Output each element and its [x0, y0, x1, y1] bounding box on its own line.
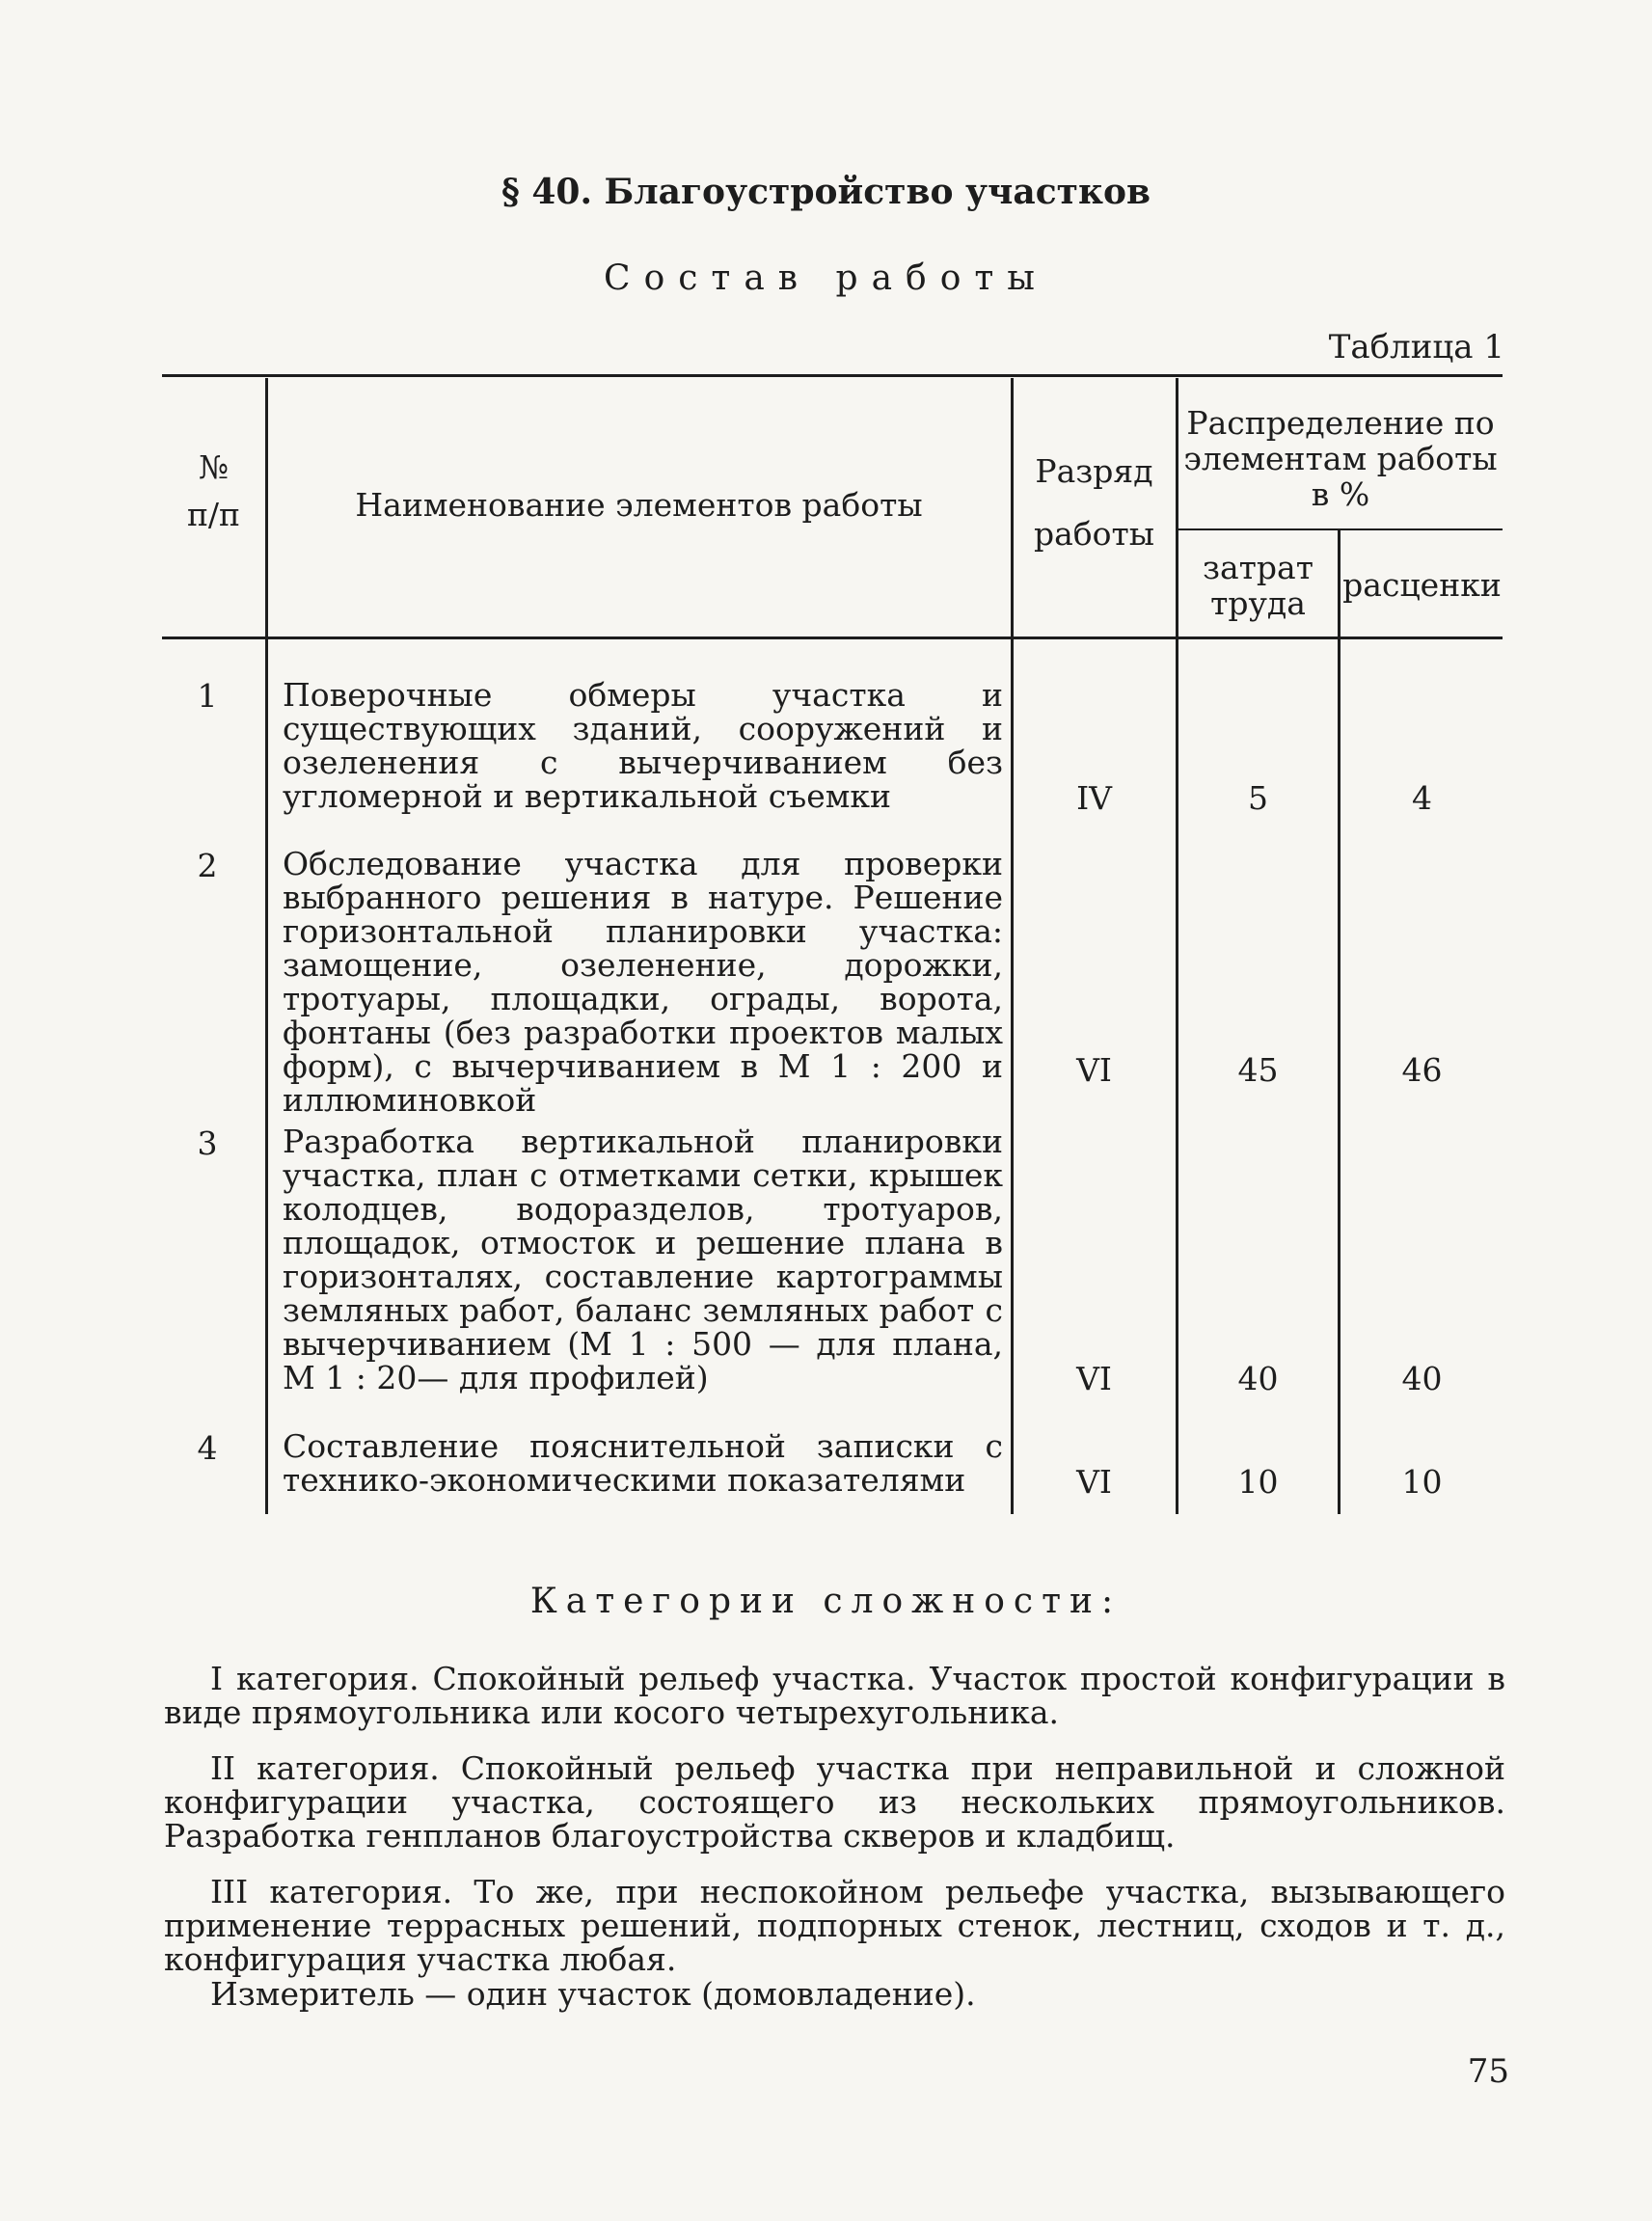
table-label: Таблица 1 — [1328, 328, 1504, 366]
row-4-labor: 10 — [1237, 1463, 1279, 1501]
row-2-grade: VI — [1076, 1051, 1112, 1089]
category-2: II категория. Спокойный рельеф участка при неправильной и сложной конфигурации участка, состоящего из нескольких прямоугольников. Разработка генпланов благоустройства скверов и кладбищ. — [164, 1749, 1505, 1855]
distribution-sub-rule — [1178, 528, 1503, 530]
column-divider-3 — [1176, 378, 1178, 1514]
section-title: § 40. Благоустройство участков — [501, 172, 1151, 212]
row-2-text: Обследование участка для проверки выбранного решения в натуре. Решение горизонтальной планировки участка: замощение, озеленение, дорожки, тротуары, площадки, ограды, ворота, фонтаны (без разработки проектов малых форм), с вычерчиванием в М 1 : 200 и иллюминовкой — [283, 845, 1003, 1119]
column-divider-1 — [265, 378, 268, 1514]
table-top-rule — [162, 374, 1503, 377]
column-divider-2 — [1011, 378, 1014, 1514]
measure-unit: Измеритель — один участок (домовладение). — [210, 1975, 976, 2013]
row-4-grade: VI — [1076, 1463, 1112, 1501]
row-2-labor: 45 — [1237, 1051, 1279, 1089]
row-4-text: Составление пояснительной записки с технико-экономическими показателями — [283, 1427, 1003, 1499]
row-4-number: 4 — [197, 1429, 218, 1467]
row-3-labor: 40 — [1237, 1360, 1279, 1397]
row-1-grade: IV — [1076, 779, 1112, 817]
row-2-rates: 46 — [1401, 1051, 1443, 1089]
row-3-rates: 40 — [1401, 1360, 1443, 1397]
header-name: Наименование элементов работы — [355, 486, 923, 524]
row-3-number: 3 — [197, 1124, 218, 1162]
category-1: I категория. Спокойный рельеф участка. Участок простой конфигурации в виде прямоугольника или косого четырехугольника. — [164, 1660, 1505, 1731]
row-1-text: Поверочные обмеры участка и существующих зданий, сооружений и озеленения с вычерчиванием без угломерной и вертикальной съемки — [283, 676, 1003, 815]
row-3-text: Разработка вертикальной планировки участка, план с отметками сетки, крышек колодцев, водоразделов, тротуаров, площадок, отмосток и решение плана в горизонталях, составление картограммы земляных работ, баланс земляных работ с вычерчиванием (М 1 : 500 — для плана, М 1 : 20— для профилей) — [283, 1123, 1003, 1396]
row-4-rates: 10 — [1401, 1463, 1443, 1501]
row-3-grade: VI — [1076, 1360, 1112, 1397]
subtitle: Состав работы — [604, 258, 1048, 298]
table-header-rule — [162, 637, 1503, 639]
header-labor: затрат труда — [1203, 549, 1313, 622]
header-grade: Разряд работы — [1033, 452, 1155, 553]
header-number: № п/п — [186, 448, 241, 533]
row-1-labor: 5 — [1248, 779, 1268, 817]
column-divider-4 — [1338, 530, 1341, 1514]
category-3: III категория. То же, при неспокойном рельефе участка, вызывающего применение террасных решений, подпорных стенок, лестниц, сходов и т. д., конфигурация участка любая. — [164, 1873, 1505, 1978]
categories-title: Категории сложности: — [529, 1582, 1123, 1621]
row-1-number: 1 — [197, 677, 218, 715]
row-1-rates: 4 — [1412, 779, 1432, 817]
header-rates: расценки — [1342, 566, 1502, 604]
header-distribution: Распределение по элементам работы в % — [1183, 404, 1498, 513]
page-number: 75 — [1467, 2052, 1509, 2091]
row-2-number: 2 — [197, 847, 218, 884]
